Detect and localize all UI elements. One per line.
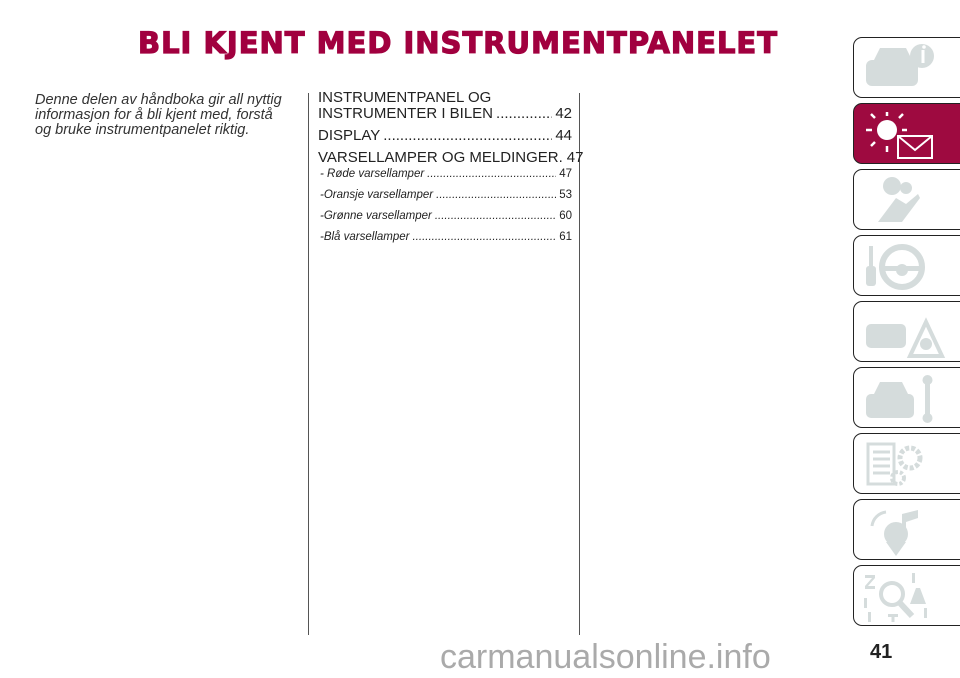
toc-label: INSTRUMENTPANEL OG [318,89,492,106]
tab-index[interactable] [853,565,960,626]
toc-label: -Oransje varsellamper [320,189,434,201]
tab-technical-data[interactable] [853,433,960,494]
alphabetical-index-icon [862,570,957,622]
toc-subentry[interactable] [318,189,572,202]
column-divider [579,93,580,635]
toc-page: 60 [559,210,572,222]
toc-label: -Grønne varsellamper [320,210,432,222]
tab-multimedia[interactable] [853,499,960,560]
tab-emergency[interactable] [853,301,960,362]
car-accident-warning-icon [862,306,957,358]
tab-maintenance[interactable] [853,367,960,428]
multimedia-music-icon [862,504,957,556]
toc-page: 47 [566,149,584,166]
table-of-contents [318,89,584,252]
toc-page: 53 [559,189,572,201]
tab-car-info[interactable] [853,37,960,98]
page-number: 41 [870,641,893,663]
airbag-seatbelt-icon [862,174,957,226]
tab-starting-driving[interactable] [853,235,960,296]
toc-label: DISPLAY [318,127,381,144]
toc-label: -Blå varsellamper [320,231,410,243]
toc-subentry[interactable] [318,231,572,244]
car-wrench-icon [862,372,957,424]
toc-label: INSTRUMENTER I BILEN [318,105,494,122]
toc-page: 42 [555,105,572,122]
toc-entry[interactable] [318,106,572,122]
toc-subentry[interactable] [318,168,572,181]
toc-page: 44 [555,127,572,144]
toc-label: VARSELLAMPER OG MELDINGER. [318,149,563,166]
list-gears-icon [862,438,957,490]
toc-subentry[interactable] [318,210,572,223]
toc-entry[interactable] [318,149,584,166]
key-steering-wheel-icon [862,240,957,292]
car-info-icon [862,42,957,94]
toc-page: 47 [559,168,572,180]
toc-page: 61 [559,231,572,243]
tab-warning-lights[interactable] [853,103,960,164]
column-divider [308,93,309,635]
watermark: carmanualsonline.info [440,638,771,676]
toc-entry[interactable] [318,128,572,144]
toc-label: - Røde varsellamper [320,168,425,180]
warning-light-message-icon [862,108,957,160]
tab-safety[interactable] [853,169,960,230]
page-title: BLI KJENT MED INSTRUMENTPANELET [137,26,779,60]
intro-text: Denne delen av håndboka gir all nyttig informasjon for å bli kjent med, forstå og bruke instrumentpanelet riktig. [35,92,282,138]
